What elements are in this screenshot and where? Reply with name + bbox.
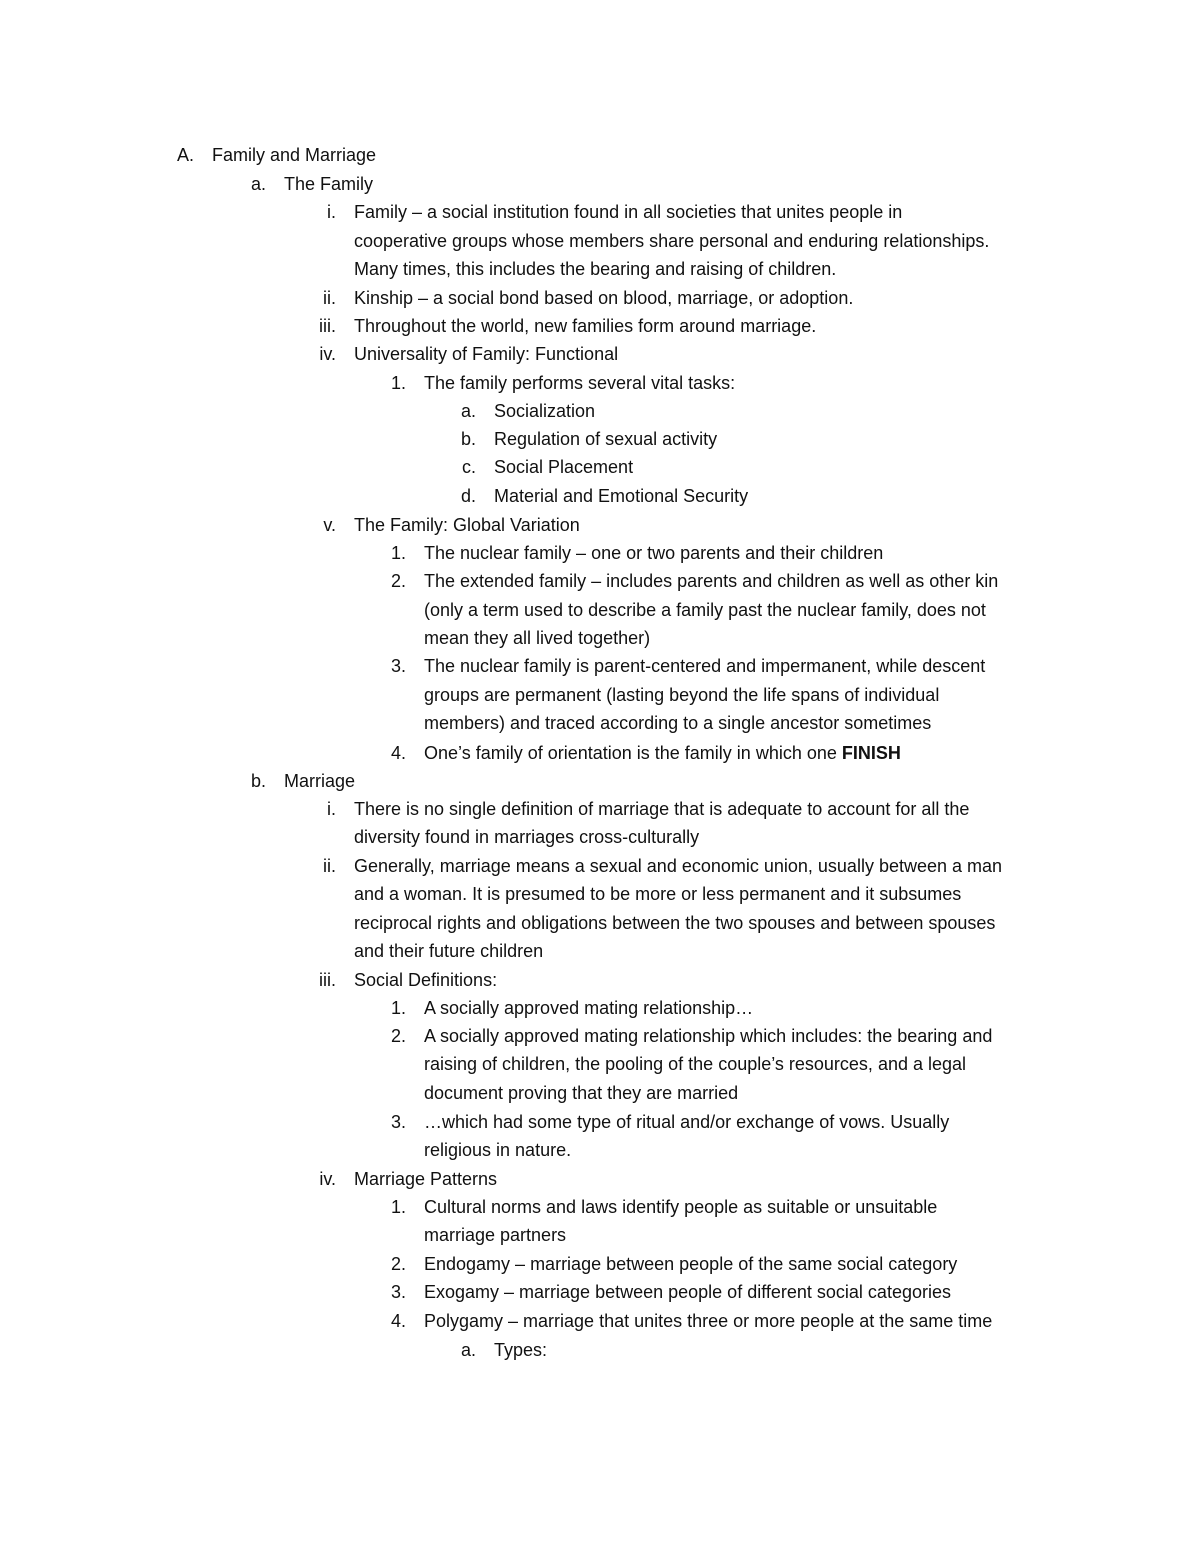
- list-marker: a.: [460, 401, 476, 421]
- list-item-text: Generally, marriage means a sexual and economic union, usually between a man: [354, 856, 1003, 876]
- list-marker: 1.: [390, 998, 406, 1018]
- list-marker: 1.: [390, 373, 406, 393]
- list-marker: ii.: [323, 856, 336, 876]
- list-marker: 2.: [390, 1254, 406, 1274]
- list-marker: d.: [460, 486, 476, 506]
- list-marker: iv.: [319, 1169, 336, 1189]
- list-item-text: Endogamy – marriage between people of the same social category: [424, 1254, 958, 1274]
- list-item-text: The extended family – includes parents and children as well as other kin: [424, 571, 999, 591]
- list-item-text: (only a term used to describe a family past the nuclear family, does not: [424, 600, 986, 620]
- list-item-text-plain: One’s family of orientation is the family in which one: [424, 743, 842, 763]
- list-item-text: cooperative groups whose members share personal and enduring relationships.: [354, 231, 990, 251]
- list-marker: a.: [460, 1340, 476, 1360]
- list-marker: b.: [250, 771, 266, 791]
- list-item-text: Social Placement: [494, 457, 634, 477]
- list-item-text: members) and traced according to a single ancestor sometimes: [424, 713, 932, 733]
- list-marker: 3.: [390, 656, 406, 676]
- outline-heading: Family and Marriage: [212, 145, 377, 165]
- list-item-text: marriage partners: [424, 1225, 567, 1245]
- list-item-text: The Family: Global Variation: [354, 515, 580, 535]
- list-marker: i.: [327, 202, 336, 222]
- list-marker: 2.: [390, 1026, 406, 1046]
- list-marker: iii.: [319, 970, 336, 990]
- list-item-text: Universality of Family: Functional: [354, 344, 619, 364]
- list-item-text: There is no single definition of marriage that is adequate to account for all the: [354, 799, 970, 819]
- list-marker: c.: [461, 457, 476, 477]
- list-item-text: Family – a social institution found in all societies that unites people in: [354, 202, 903, 222]
- list-item-text: Material and Emotional Security: [494, 486, 749, 506]
- list-item-text: and their future children: [354, 941, 544, 961]
- list-item-text: The nuclear family – one or two parents and their children: [424, 543, 884, 563]
- list-item-text: The family performs several vital tasks:: [424, 373, 736, 393]
- list-item-text: raising of children, the pooling of the couple’s resources, and a legal: [424, 1054, 967, 1074]
- list-item-text: mean they all lived together): [424, 628, 651, 648]
- list-item-text: A socially approved mating relationship…: [424, 998, 754, 1018]
- list-item-text: [424, 739, 901, 768]
- list-item-text: document proving that they are married: [424, 1083, 739, 1103]
- list-item-text: religious in nature.: [424, 1140, 572, 1160]
- list-item-text: Exogamy – marriage between people of different social categories: [424, 1282, 951, 1302]
- list-item-text: Kinship – a social bond based on blood, marriage, or adoption.: [354, 288, 854, 308]
- section-heading: The Family: [284, 174, 374, 194]
- list-marker: 1.: [390, 1197, 406, 1217]
- list-marker: i.: [327, 799, 336, 819]
- list-item-text: Social Definitions:: [354, 970, 498, 990]
- list-item-text: Types:: [494, 1340, 548, 1360]
- list-item-text: …which had some type of ritual and/or exchange of vows. Usually: [424, 1112, 950, 1132]
- list-marker: iii.: [319, 316, 336, 336]
- list-item-text: Many times, this includes the bearing and raising of children.: [354, 259, 837, 279]
- list-marker: a.: [250, 174, 266, 194]
- list-marker: b.: [460, 429, 476, 449]
- list-item-text: groups are permanent (lasting beyond the life spans of individual: [424, 685, 940, 705]
- list-item-text: Regulation of sexual activity: [494, 429, 718, 449]
- list-item-text: Polygamy – marriage that unites three or more people at the same time: [424, 1311, 993, 1331]
- list-marker: ii.: [323, 288, 336, 308]
- finish-note: FINISH: [841, 743, 901, 763]
- list-item-text: The nuclear family is parent-centered and impermanent, while descent: [424, 656, 986, 676]
- list-marker: v.: [323, 515, 336, 535]
- list-item-text: reciprocal rights and obligations between the two spouses and between spouses: [354, 913, 996, 933]
- list-item-text: diversity found in marriages cross-culturally: [354, 827, 700, 847]
- list-item-text: Throughout the world, new families form around marriage.: [354, 316, 817, 336]
- list-item-text: A socially approved mating relationship which includes: the bearing and: [424, 1026, 993, 1046]
- list-marker: 3.: [390, 1112, 406, 1132]
- list-item-text: Socialization: [494, 401, 596, 421]
- list-marker: 2.: [390, 571, 406, 591]
- list-marker: 4.: [390, 1311, 406, 1331]
- list-marker: A.: [176, 145, 194, 165]
- list-marker: 1.: [390, 543, 406, 563]
- list-marker: 4.: [390, 743, 406, 763]
- list-item-text: and a woman. It is presumed to be more or less permanent and it subsumes: [354, 884, 962, 904]
- section-heading: Marriage: [284, 771, 356, 791]
- list-item-text: Marriage Patterns: [354, 1169, 498, 1189]
- list-marker: 3.: [390, 1282, 406, 1302]
- list-item-text: Cultural norms and laws identify people as suitable or unsuitable: [424, 1197, 938, 1217]
- list-marker: iv.: [319, 344, 336, 364]
